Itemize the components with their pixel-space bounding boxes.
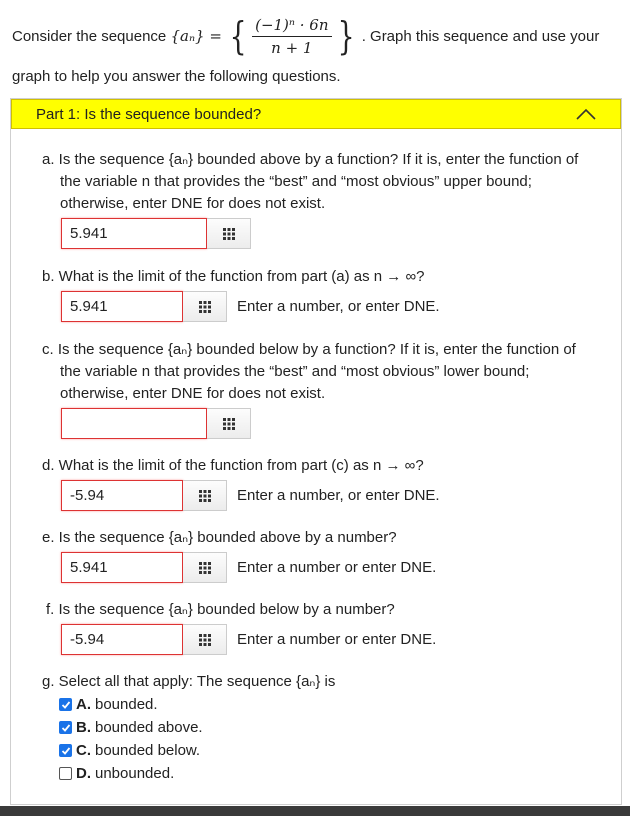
option-c-key: C. — [76, 741, 91, 759]
question-b-text: b. What is the limit of the function from part (a) as n → ∞? — [42, 268, 425, 285]
grid-icon — [199, 490, 211, 502]
check-icon — [61, 700, 71, 710]
question-f-text: f. Is the sequence {aₙ} bounded below by a number? — [46, 601, 395, 618]
question-e — [42, 527, 582, 583]
formula-numerator: (−1)ⁿ · 6n — [252, 16, 331, 37]
math-palette-button-d[interactable] — [183, 480, 227, 511]
bottom-toolbar — [0, 806, 630, 816]
option-a-key: A. — [76, 695, 91, 713]
answer-c-input[interactable] — [61, 408, 207, 439]
problem-statement — [12, 10, 618, 85]
grid-icon — [223, 228, 235, 240]
option-d[interactable] — [59, 762, 582, 785]
formula-denominator: n + 1 — [271, 38, 313, 57]
chevron-up-icon[interactable] — [576, 108, 596, 120]
question-e-text: e. Is the sequence {aₙ} bounded above by a number? — [42, 529, 397, 546]
checkbox-b[interactable] — [59, 721, 72, 734]
answer-d-hint: Enter a number, or enter DNE. — [237, 486, 440, 504]
checkbox-d[interactable] — [59, 767, 72, 780]
grid-icon — [223, 418, 235, 430]
answer-f-input[interactable]: -5.94 — [61, 624, 183, 655]
option-d-key: D. — [76, 764, 91, 782]
question-c — [42, 339, 582, 439]
intro-suffix: . Graph this sequence and use your — [361, 27, 600, 45]
checkbox-c[interactable] — [59, 744, 72, 757]
option-c[interactable] — [59, 739, 582, 762]
math-palette-button-b[interactable] — [183, 291, 227, 322]
option-d-label: unbounded. — [95, 764, 175, 782]
option-b-label: bounded above. — [95, 718, 203, 736]
answer-e-input[interactable]: 5.941 — [61, 552, 183, 583]
math-palette-button-f[interactable] — [183, 624, 227, 655]
question-c-text: c. Is the sequence {aₙ} bounded below by a function? If it is, enter the function of the variable n that provides the “best” and “most obvious” lower bound; otherwise, enter DNE for does not exist. — [42, 341, 576, 402]
question-f — [46, 599, 586, 655]
part1-header[interactable] — [11, 99, 621, 129]
check-icon — [61, 723, 71, 733]
question-a-text: a. Is the sequence {aₙ} bounded above by a function? If it is, enter the function of the variable n that provides the “best” and “most obvious” upper bound; otherwise, enter DNE for does not exist. — [42, 151, 579, 212]
question-b — [42, 266, 582, 322]
question-d-text: d. What is the limit of the function from part (c) as n → ∞? — [42, 457, 424, 474]
intro-line2: graph to help you answer the following questions. — [12, 68, 341, 85]
grid-icon — [199, 301, 211, 313]
sequence-formula: { $\frac{\text{(−1)ⁿ · 6n}}{n + 1}$ } — [229, 14, 355, 58]
grid-icon — [199, 634, 211, 646]
answer-a-input[interactable]: 5.941 — [61, 218, 207, 249]
math-palette-button-a[interactable] — [207, 218, 251, 249]
answer-e-hint: Enter a number or enter DNE. — [237, 558, 437, 576]
option-c-label: bounded below. — [95, 741, 201, 759]
check-icon — [61, 746, 71, 756]
option-a[interactable] — [59, 693, 582, 716]
option-b-key: B. — [76, 718, 91, 736]
option-a-label: bounded. — [95, 695, 158, 713]
part1-title: Part 1: Is the sequence bounded? — [36, 105, 262, 123]
math-palette-button-e[interactable] — [183, 552, 227, 583]
checkbox-a[interactable] — [59, 698, 72, 711]
answer-b-input[interactable]: 5.941 — [61, 291, 183, 322]
question-g-text: g. Select all that apply: The sequence {aₙ} is — [42, 673, 336, 690]
question-d — [42, 455, 582, 511]
answer-b-hint: Enter a number, or enter DNE. — [237, 297, 440, 315]
math-palette-button-c[interactable] — [207, 408, 251, 439]
option-b[interactable] — [59, 716, 582, 739]
answer-d-input[interactable]: -5.94 — [61, 480, 183, 511]
question-g — [42, 671, 582, 785]
answer-f-hint: Enter a number or enter DNE. — [237, 630, 437, 648]
intro-prefix: Consider the sequence — [12, 27, 167, 45]
sequence-notation: {aₙ} = — [170, 27, 222, 45]
question-a — [42, 149, 582, 249]
grid-icon — [199, 562, 211, 574]
